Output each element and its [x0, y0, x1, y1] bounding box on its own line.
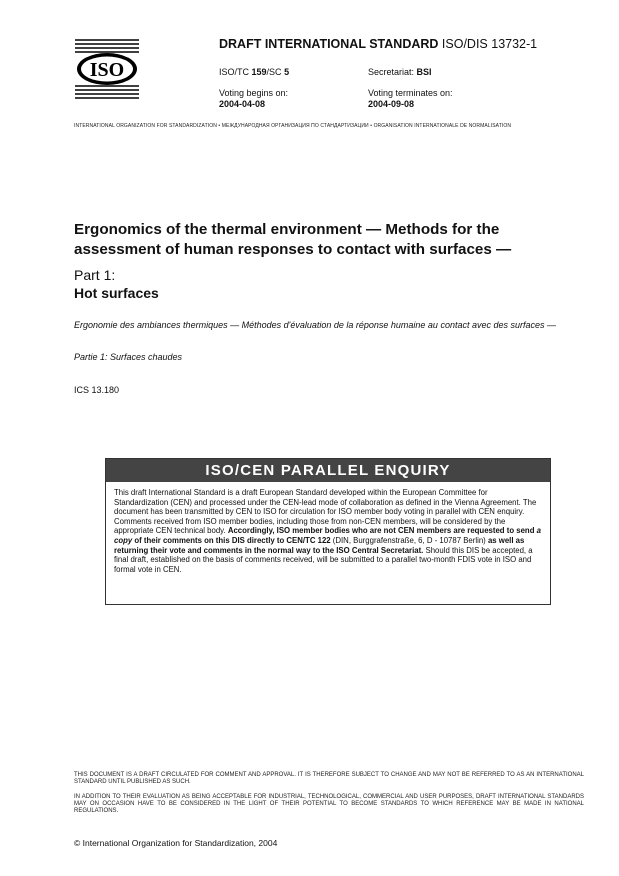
enquiry-text-3: Should this DIS be accepted, a final draft, established on the basis of comments received, will be submitted to a parallel two-month FDIS vote in ISO and formal vote in CEN. [114, 545, 533, 574]
enquiry-text [114, 488, 542, 574]
document-title [74, 220, 594, 260]
voting-begins-date: 2004-04-08 [219, 99, 266, 109]
doc-number: ISO/DIS 13732-1 [441, 37, 538, 51]
tc-prefix: ISO/TC [219, 67, 252, 77]
sc-number: 5 [284, 67, 290, 77]
enquiry-heading: ISO/CEN PARALLEL ENQUIRY [106, 459, 550, 482]
enquiry-bold-3: as well as returning their vote and comments in the normal way to the ISO Central Secretariat. [114, 535, 525, 555]
voting-terminates-date: 2004-09-08 [368, 99, 415, 109]
organization-names: INTERNATIONAL ORGANIZATION FOR STANDARDIZATION • МЕЖДУНАРОДНАЯ ОРГАНИЗАЦИЯ ПО СТАНДАРТИЗАЦИИ • ORGANISATION INTERNATIONALE DE NORMALISATION [74, 123, 512, 129]
french-part-title: Partie 1: Surfaces chaudes [74, 352, 183, 362]
enquiry-text-2: (DIN, Burggrafenstraße, 6, D - 10787 Berlin) [330, 535, 488, 545]
disclaimer-1: THIS DOCUMENT IS A DRAFT CIRCULATED FOR COMMENT AND APPROVAL. IT IS THEREFORE SUBJECT TO CHANGE AND MAY NOT BE REFERRED TO AS AN INTERNATIONAL STANDARD UNTIL PUBLISHED AS SUCH. [74, 772, 584, 785]
secretariat-label: Secretariat: [368, 67, 417, 77]
copyright: © International Organization for Standardization, 2004 [74, 838, 278, 848]
title-line-1: Ergonomics of the thermal environment — Methods for the [74, 221, 500, 238]
disclaimer-2: IN ADDITION TO THEIR EVALUATION AS BEING ACCEPTABLE FOR INDUSTRIAL, TECHNOLOGICAL, COMMERCIAL AND USER PURPOSES, DRAFT INTERNATIONAL STANDARDS MAY ON OCCASION HAVE TO BE CONSIDERED IN THE LIGHT OF THEIR POTENTIAL TO BECOME STANDARDS TO WHICH REFERENCE MAY BE MADE IN NATIONAL REGULATIONS. [74, 794, 584, 814]
ics-code: ICS 13.180 [74, 385, 120, 395]
secretariat-value: BSI [416, 67, 432, 77]
doc-type-label: DRAFT INTERNATIONAL STANDARD [219, 37, 439, 51]
secretariat [368, 67, 432, 77]
sc-prefix: /SC [266, 67, 285, 77]
document-type [219, 37, 537, 51]
french-title: Ergonomie des ambiances thermiques — Méthodes d'évaluation de la réponse humaine au contact avec des surfaces — [74, 320, 556, 330]
parallel-enquiry-box [105, 458, 551, 605]
iso-logo [75, 37, 139, 101]
voting-begins-label: Voting begins on: [219, 88, 289, 98]
logo-text: ISO [89, 59, 125, 81]
voting-terminates-label: Voting terminates on: [368, 88, 453, 98]
part-title: Hot surfaces [74, 285, 159, 301]
enquiry-bold-1: Accordingly, ISO member bodies who are not CEN members are requested to send [227, 526, 537, 536]
committee [219, 67, 289, 77]
title-line-2: assessment of human responses to contact with surfaces — [74, 241, 512, 258]
part-label: Part 1: [74, 267, 116, 283]
enquiry-text-1: This draft International Standard is a draft European Standard developed within the European Committee for Standardization (CEN) and processed under the CEN-lead mode of collaboration as defined in the Vienna Agreement. The document has been transmitted by CEN to ISO for circulation for ISO member body voting in parallel with CEN enquiry. Comments received from ISO member bodies, including those from non-CEN members, will be considered by the appropriate CEN technical body. [114, 488, 537, 536]
enquiry-bold-2: of their comments on this DIS directly to CEN/TC 122 [132, 535, 331, 545]
tc-number: 159 [251, 67, 267, 77]
enquiry-bold-italic: a copy [114, 526, 541, 545]
